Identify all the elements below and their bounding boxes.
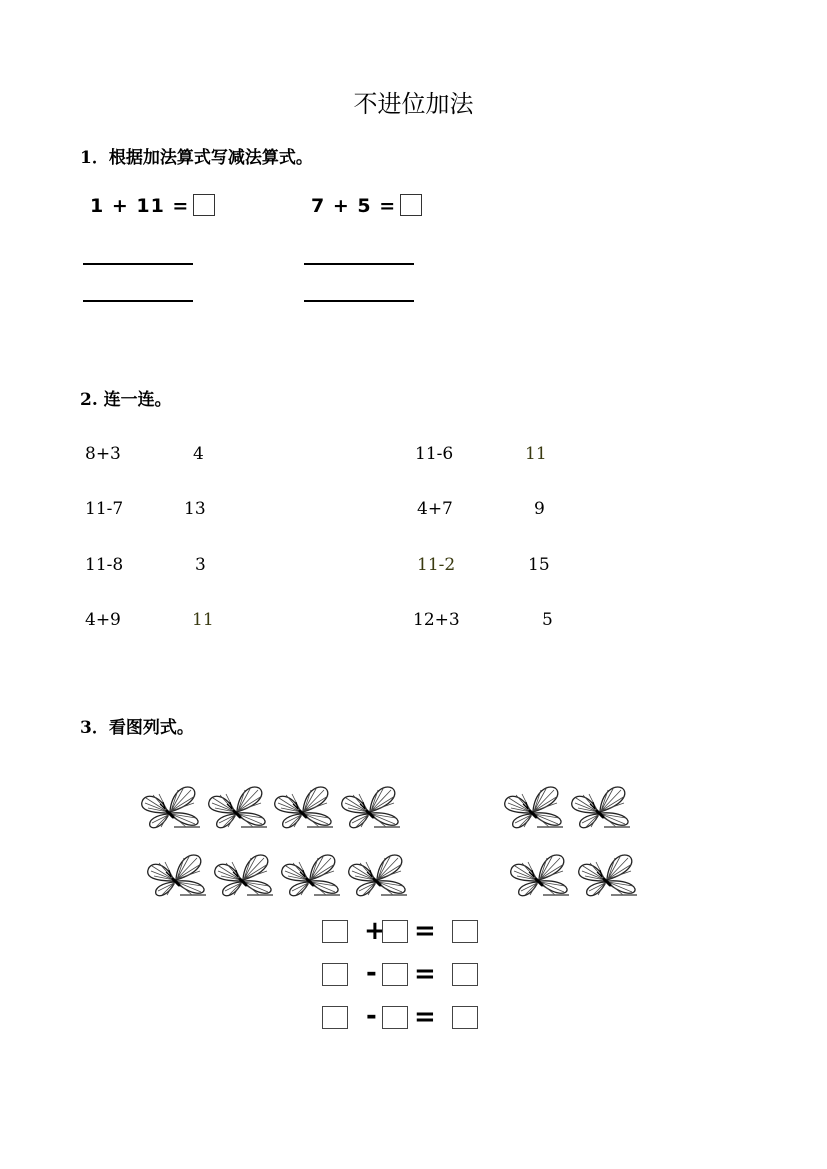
right-answer[interactable]: 5 [542, 610, 553, 630]
question-3-label: 3．看图列式。 [80, 718, 194, 738]
right-answer[interactable]: 9 [534, 499, 545, 519]
left-answer[interactable]: 3 [195, 555, 206, 575]
answer-box[interactable] [382, 963, 408, 986]
question-2-label: 2. 连一连。 [80, 390, 172, 410]
butterfly-icon [509, 850, 571, 900]
equation-1 [90, 194, 215, 217]
answer-line[interactable] [304, 263, 414, 265]
butterfly-icon [207, 782, 269, 832]
answer-box[interactable] [322, 963, 348, 986]
butterfly-icon [340, 782, 402, 832]
answer-box[interactable] [400, 194, 422, 216]
butterfly-icon [140, 782, 202, 832]
page-title: 不进位加法 [353, 90, 474, 118]
question-1-label: 1．根据加法算式写减法算式。 [80, 148, 313, 168]
butterfly-icon [577, 850, 639, 900]
right-answer[interactable]: 15 [528, 555, 550, 575]
butterfly-icon [146, 850, 208, 900]
answer-line[interactable] [83, 263, 193, 265]
answer-box[interactable] [452, 963, 478, 986]
answer-line[interactable] [83, 300, 193, 302]
left-expression[interactable]: 4+9 [85, 610, 121, 630]
left-expression[interactable]: 11-8 [85, 555, 124, 575]
left-expression[interactable]: 11-7 [85, 499, 124, 519]
plus-sign: + [364, 916, 386, 946]
answer-line[interactable] [304, 300, 414, 302]
answer-box[interactable] [382, 1006, 408, 1029]
left-answer[interactable]: 13 [184, 499, 206, 519]
left-expression[interactable]: 8+3 [85, 444, 121, 464]
butterfly-icon [280, 850, 342, 900]
equals-sign: = [414, 1002, 436, 1032]
equation-1-text: 1 + 11 = [90, 195, 190, 217]
right-expression[interactable]: 12+3 [413, 610, 460, 630]
answer-box[interactable] [382, 920, 408, 943]
butterfly-icon [273, 782, 335, 832]
answer-box[interactable] [193, 194, 215, 216]
right-expression[interactable]: 11-2 [417, 555, 456, 575]
answer-box[interactable] [452, 920, 478, 943]
equals-sign: = [414, 916, 436, 946]
left-answer[interactable]: 4 [193, 444, 204, 464]
butterfly-icon [213, 850, 275, 900]
answer-box[interactable] [322, 1006, 348, 1029]
butterfly-icon [503, 782, 565, 832]
left-answer[interactable]: 11 [192, 610, 214, 630]
butterfly-icon [347, 850, 409, 900]
butterfly-icon [570, 782, 632, 832]
answer-box[interactable] [322, 920, 348, 943]
equation-2-text: 7 + 5 = [311, 195, 397, 217]
minus-sign: - [366, 958, 377, 988]
right-expression[interactable]: 4+7 [417, 499, 453, 519]
right-expression[interactable]: 11-6 [415, 444, 454, 464]
equation-2 [311, 194, 422, 217]
right-answer[interactable]: 11 [525, 444, 547, 464]
minus-sign: - [366, 1001, 377, 1031]
equals-sign: = [414, 959, 436, 989]
answer-box[interactable] [452, 1006, 478, 1029]
